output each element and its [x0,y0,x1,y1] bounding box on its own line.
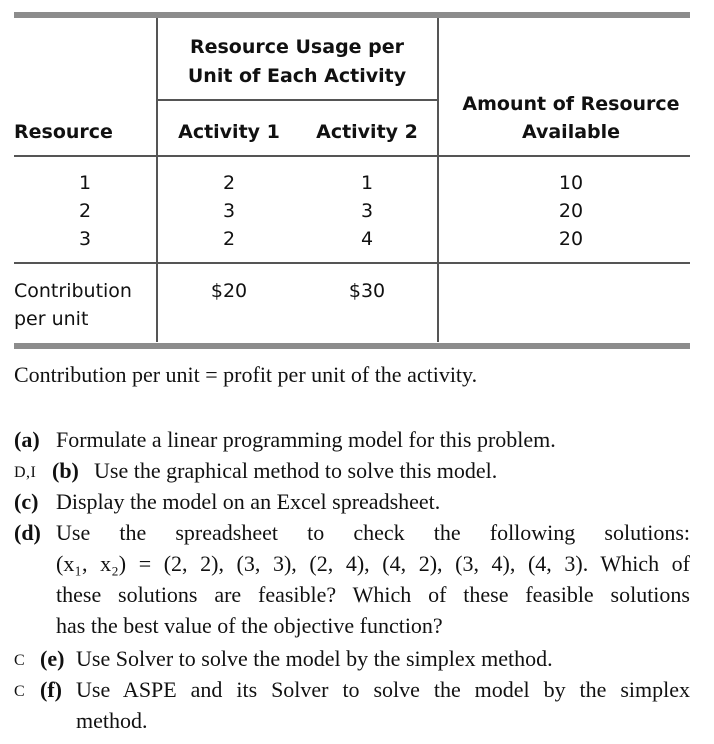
part-e [14,643,694,674]
part-c-tag: (c) [14,489,39,514]
table-cell-available: 20 [558,200,584,222]
part-d-line1: Use the spreadsheet to check the following solutions: [56,520,690,545]
table-cell-resource: 1 [78,172,92,194]
part-a-tag: (a) [14,427,40,452]
part-d-line2: (x₁, x₂) = (2, 2), (3, 3), (2, 4), (4, 2), (3, 4), (4, 3). Which of [56,551,690,576]
part-f [14,674,694,736]
part-e-text: Use Solver to solve the model by the simplex method. [76,646,553,671]
part-b-tag: (b) [52,458,79,483]
part-a [14,424,694,455]
part-f-tag: (f) [40,677,62,702]
part-c [14,486,694,517]
table-cell-resource: 2 [78,200,92,222]
table-note: Contribution per unit = profit per unit of the activity. [14,362,478,387]
contribution-label-line1: Contribution [14,280,132,302]
table-cell-activity2: 1 [360,172,374,194]
part-d-tag: (d) [14,520,41,545]
header-resource: Resource [14,121,113,143]
table-cell-available: 20 [558,228,584,250]
table-cell-activity1: 2 [222,228,236,250]
header-group-line1: Resource Usage per [189,36,405,58]
table-cell-available: 10 [558,172,584,194]
contribution-label-line2: per unit [14,308,89,330]
header-group-line2: Unit of Each Activity [187,65,407,87]
contribution-activity1: $20 [210,280,248,302]
part-f-line1: Use ASPE and its Solver to solve the model by the simplex [76,677,690,702]
part-e-tag: (e) [40,646,65,671]
part-f-line2: method. [76,708,148,733]
contribution-activity2: $30 [348,280,386,302]
part-f-mark: C [14,683,26,700]
table-cell-activity2: 3 [360,200,374,222]
table-top-rule [14,12,690,18]
part-b [14,455,694,486]
header-activity2: Activity 2 [316,121,418,143]
header-activity1: Activity 1 [178,121,280,143]
part-a-text: Formulate a linear programming model for this problem. [56,427,556,452]
table-divider-right [437,18,439,342]
table-cell-activity1: 2 [222,172,236,194]
part-e-mark: C [14,652,26,669]
header-available-line1: Amount of Resource [462,93,680,115]
rows-bottom-rule [14,262,690,264]
part-d [14,517,694,641]
part-d-line4: has the best value of the objective function? [56,613,443,638]
header-bottom-rule [14,155,690,157]
part-d-line3: these solutions are feasible? Which of these feasible solutions [56,582,690,607]
table-bottom-rule [14,343,690,349]
part-b-mark: D,I [14,464,37,481]
part-b-text: Use the graphical method to solve this model. [94,458,498,483]
table-cell-activity2: 4 [360,228,374,250]
table-cell-activity1: 3 [222,200,236,222]
part-c-text: Display the model on an Excel spreadsheet. [56,489,441,514]
header-group-rule [157,99,437,101]
table-cell-resource: 3 [78,228,92,250]
header-available-line2: Available [521,121,621,143]
